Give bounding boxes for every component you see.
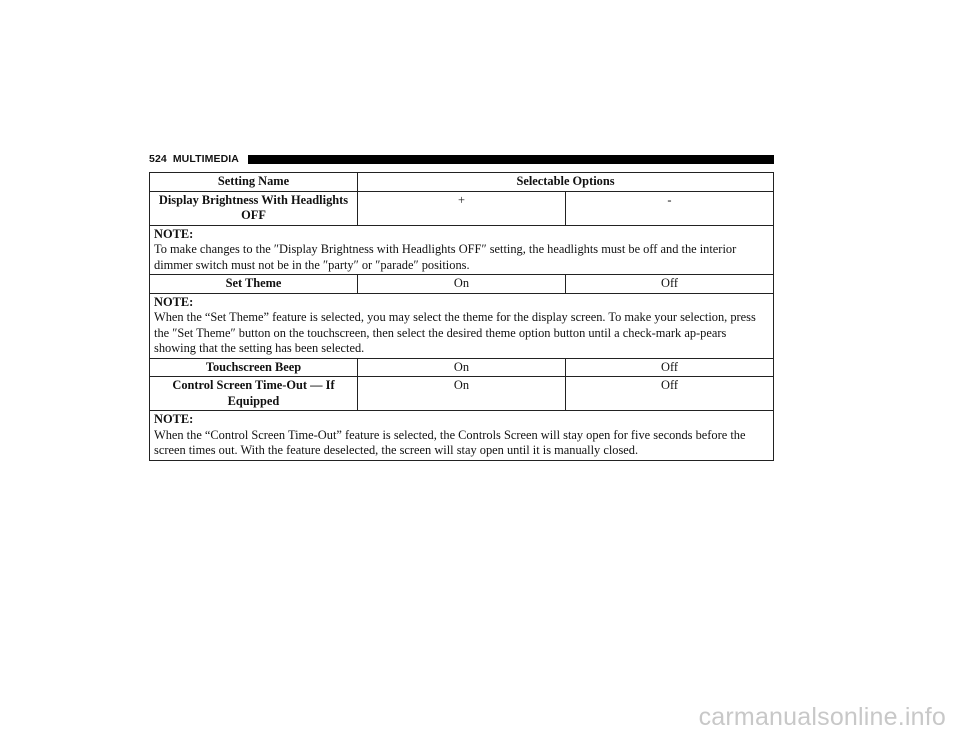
note-row	[150, 293, 774, 358]
table-row	[150, 358, 774, 377]
option-cell: Off	[566, 358, 774, 377]
section-title: MULTIMEDIA	[172, 153, 239, 165]
option-cell: On	[358, 275, 566, 294]
table-row	[150, 191, 774, 225]
setting-name: Control Screen Time-Out — If Equipped	[150, 377, 358, 411]
option-cell: On	[358, 358, 566, 377]
note-row	[150, 411, 774, 461]
watermark: carmanualsonline.info	[698, 703, 946, 731]
table-row	[150, 275, 774, 294]
option-cell: +	[358, 191, 566, 225]
note-title: NOTE:	[154, 294, 194, 309]
note-cell	[150, 411, 774, 461]
settings-table	[149, 172, 774, 461]
option-cell: Off	[566, 275, 774, 294]
option-cell: -	[566, 191, 774, 225]
note-row	[150, 225, 774, 275]
page-number: 524	[149, 153, 167, 165]
note-text: When the “Control Screen Time-Out” feature is selected, the Controls Screen will stay open for five seconds before the screen times out. With the feature deselected, the screen will stay open until it is manually closed.	[154, 427, 746, 457]
setting-name: Touchscreen Beep	[150, 358, 358, 377]
header-rule	[248, 155, 774, 164]
header-setting-name: Setting Name	[150, 173, 358, 192]
note-cell	[150, 293, 774, 358]
note-title: NOTE:	[154, 412, 194, 426]
note-text: When the “Set Theme” feature is selected, you may select the theme for the display screen. To make your selection, press the ″Set Theme″ button on the touchscreen, then select the desired theme option button until a check-mark ap-pears showing that the setting has been selected.	[154, 310, 756, 355]
note-title: NOTE:	[154, 226, 194, 241]
header-selectable-options: Selectable Options	[358, 173, 774, 192]
setting-name: Set Theme	[150, 275, 358, 294]
table-row	[150, 377, 774, 411]
table-header-row	[150, 173, 774, 192]
option-cell: Off	[566, 377, 774, 411]
header-text	[149, 153, 245, 165]
note-text: To make changes to the ″Display Brightness with Headlights OFF″ setting, the headlights must be off and the interior dimmer switch must not be in the ″party″ or ″parade″ positions.	[154, 242, 737, 272]
note-cell	[150, 225, 774, 275]
page-header	[149, 152, 774, 166]
option-cell: On	[358, 377, 566, 411]
setting-name: Display Brightness With Headlights OFF	[150, 191, 358, 225]
